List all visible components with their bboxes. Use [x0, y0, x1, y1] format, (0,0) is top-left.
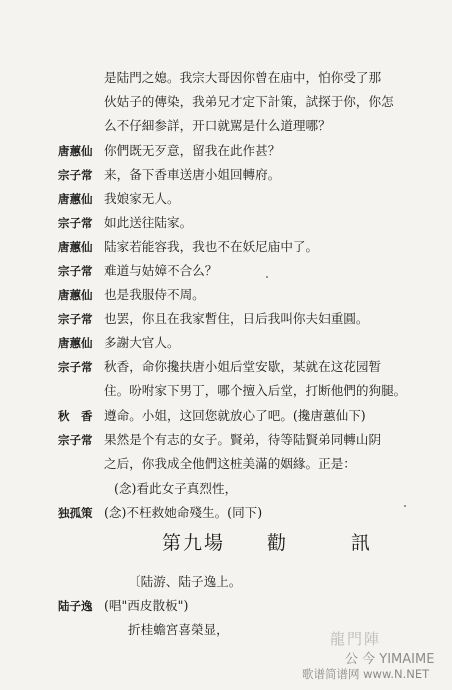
dialogue-line: 遵命。小姐，这回您就放心了吧。(攙唐蕙仙下) [104, 408, 366, 423]
speaker-label: 秋 香 [58, 409, 93, 423]
dialogue-line: 我娘家无人。 [104, 191, 180, 206]
dialogue-line: 住。吩咐家下男丁，哪个擅入后堂，打断他們的狗腿。 [104, 383, 407, 398]
speaker-label: 唐蕙仙 [58, 336, 93, 350]
speaker-label: 宗子常 [58, 433, 93, 447]
dialogue-line: 秋香，命你攙扶唐小姐后堂安歇，某就在这花园暂 [104, 359, 382, 374]
dialogue-line: 伙姑子的傳染，我弟兄才定下計策，試探于你，你怎 [104, 94, 394, 109]
speaker-label: 宗子常 [58, 312, 93, 326]
scan-speck [404, 505, 406, 507]
dialogue-line: 么不仔細参詳，开口就駡是什么道理哪？ [104, 118, 331, 133]
dialogue-line: 陆家若能容我，我也不在妖尼庙中了。 [104, 239, 319, 254]
dialogue-line: 也是我服侍不周。 [104, 287, 205, 302]
speaker-label: 宗子常 [58, 360, 93, 374]
dialogue-line: 是陆門之媳。我宗大哥因你曾在庙中，怕你受了那 [104, 70, 382, 85]
dialogue-line: 来，备下香車送唐小姐回轉府。 [104, 167, 281, 182]
dialogue-line: 如此送往陆家。 [104, 215, 193, 230]
dialogue-line: 折桂蟾宮喜榮显， [128, 622, 229, 637]
speaker-label: 宗子常 [58, 216, 93, 230]
speaker-label: 唐蕙仙 [58, 144, 93, 158]
watermark-footer: 歌谱简谱网 www.N.NET [302, 667, 430, 681]
scene-title: 第九場 勸 訊 [162, 532, 373, 554]
dialogue-line: 你們既无歹意，留我在此作甚？ [104, 143, 281, 158]
dialogue-line: 果然是个有志的女子。賢弟，待等陆賢弟同轉山阴 [104, 432, 382, 447]
speaker-label: 唐蕙仙 [58, 240, 93, 254]
dialogue-line: 难道与姑嫜不合么？ [104, 263, 218, 278]
speaker-label: 唐蕙仙 [58, 192, 93, 206]
speaker-label: 宗子常 [58, 264, 93, 278]
speaker-label: 唐蕙仙 [58, 288, 93, 302]
dialogue-line: (念)看此女子真烈性， [114, 481, 238, 496]
speaker-label: 独孤策 [58, 506, 93, 520]
dialogue-line: 多謝大官人。 [104, 335, 180, 350]
dialogue-line: 也罢，你且在我家暫住，日后我叫你夫妇重圓。 [104, 311, 369, 326]
stage-direction: 〔陆游、陆子逸上。 [128, 574, 242, 589]
watermark-logo: 龍門陣 [330, 630, 382, 648]
watermark-site: 公 今 YIMAIME [345, 652, 435, 667]
speaker-label: 陆子逸 [58, 599, 93, 613]
dialogue-line: 之后，你我成全他們这桩美滿的姻緣。正是： [104, 456, 356, 471]
scan-speck [266, 276, 268, 278]
dialogue-line: (念)不枉救她命殘生。(同下) [104, 505, 263, 520]
speaker-label: 宗子常 [58, 168, 93, 182]
stage-direction: (唱"西皮散板") [104, 598, 189, 613]
